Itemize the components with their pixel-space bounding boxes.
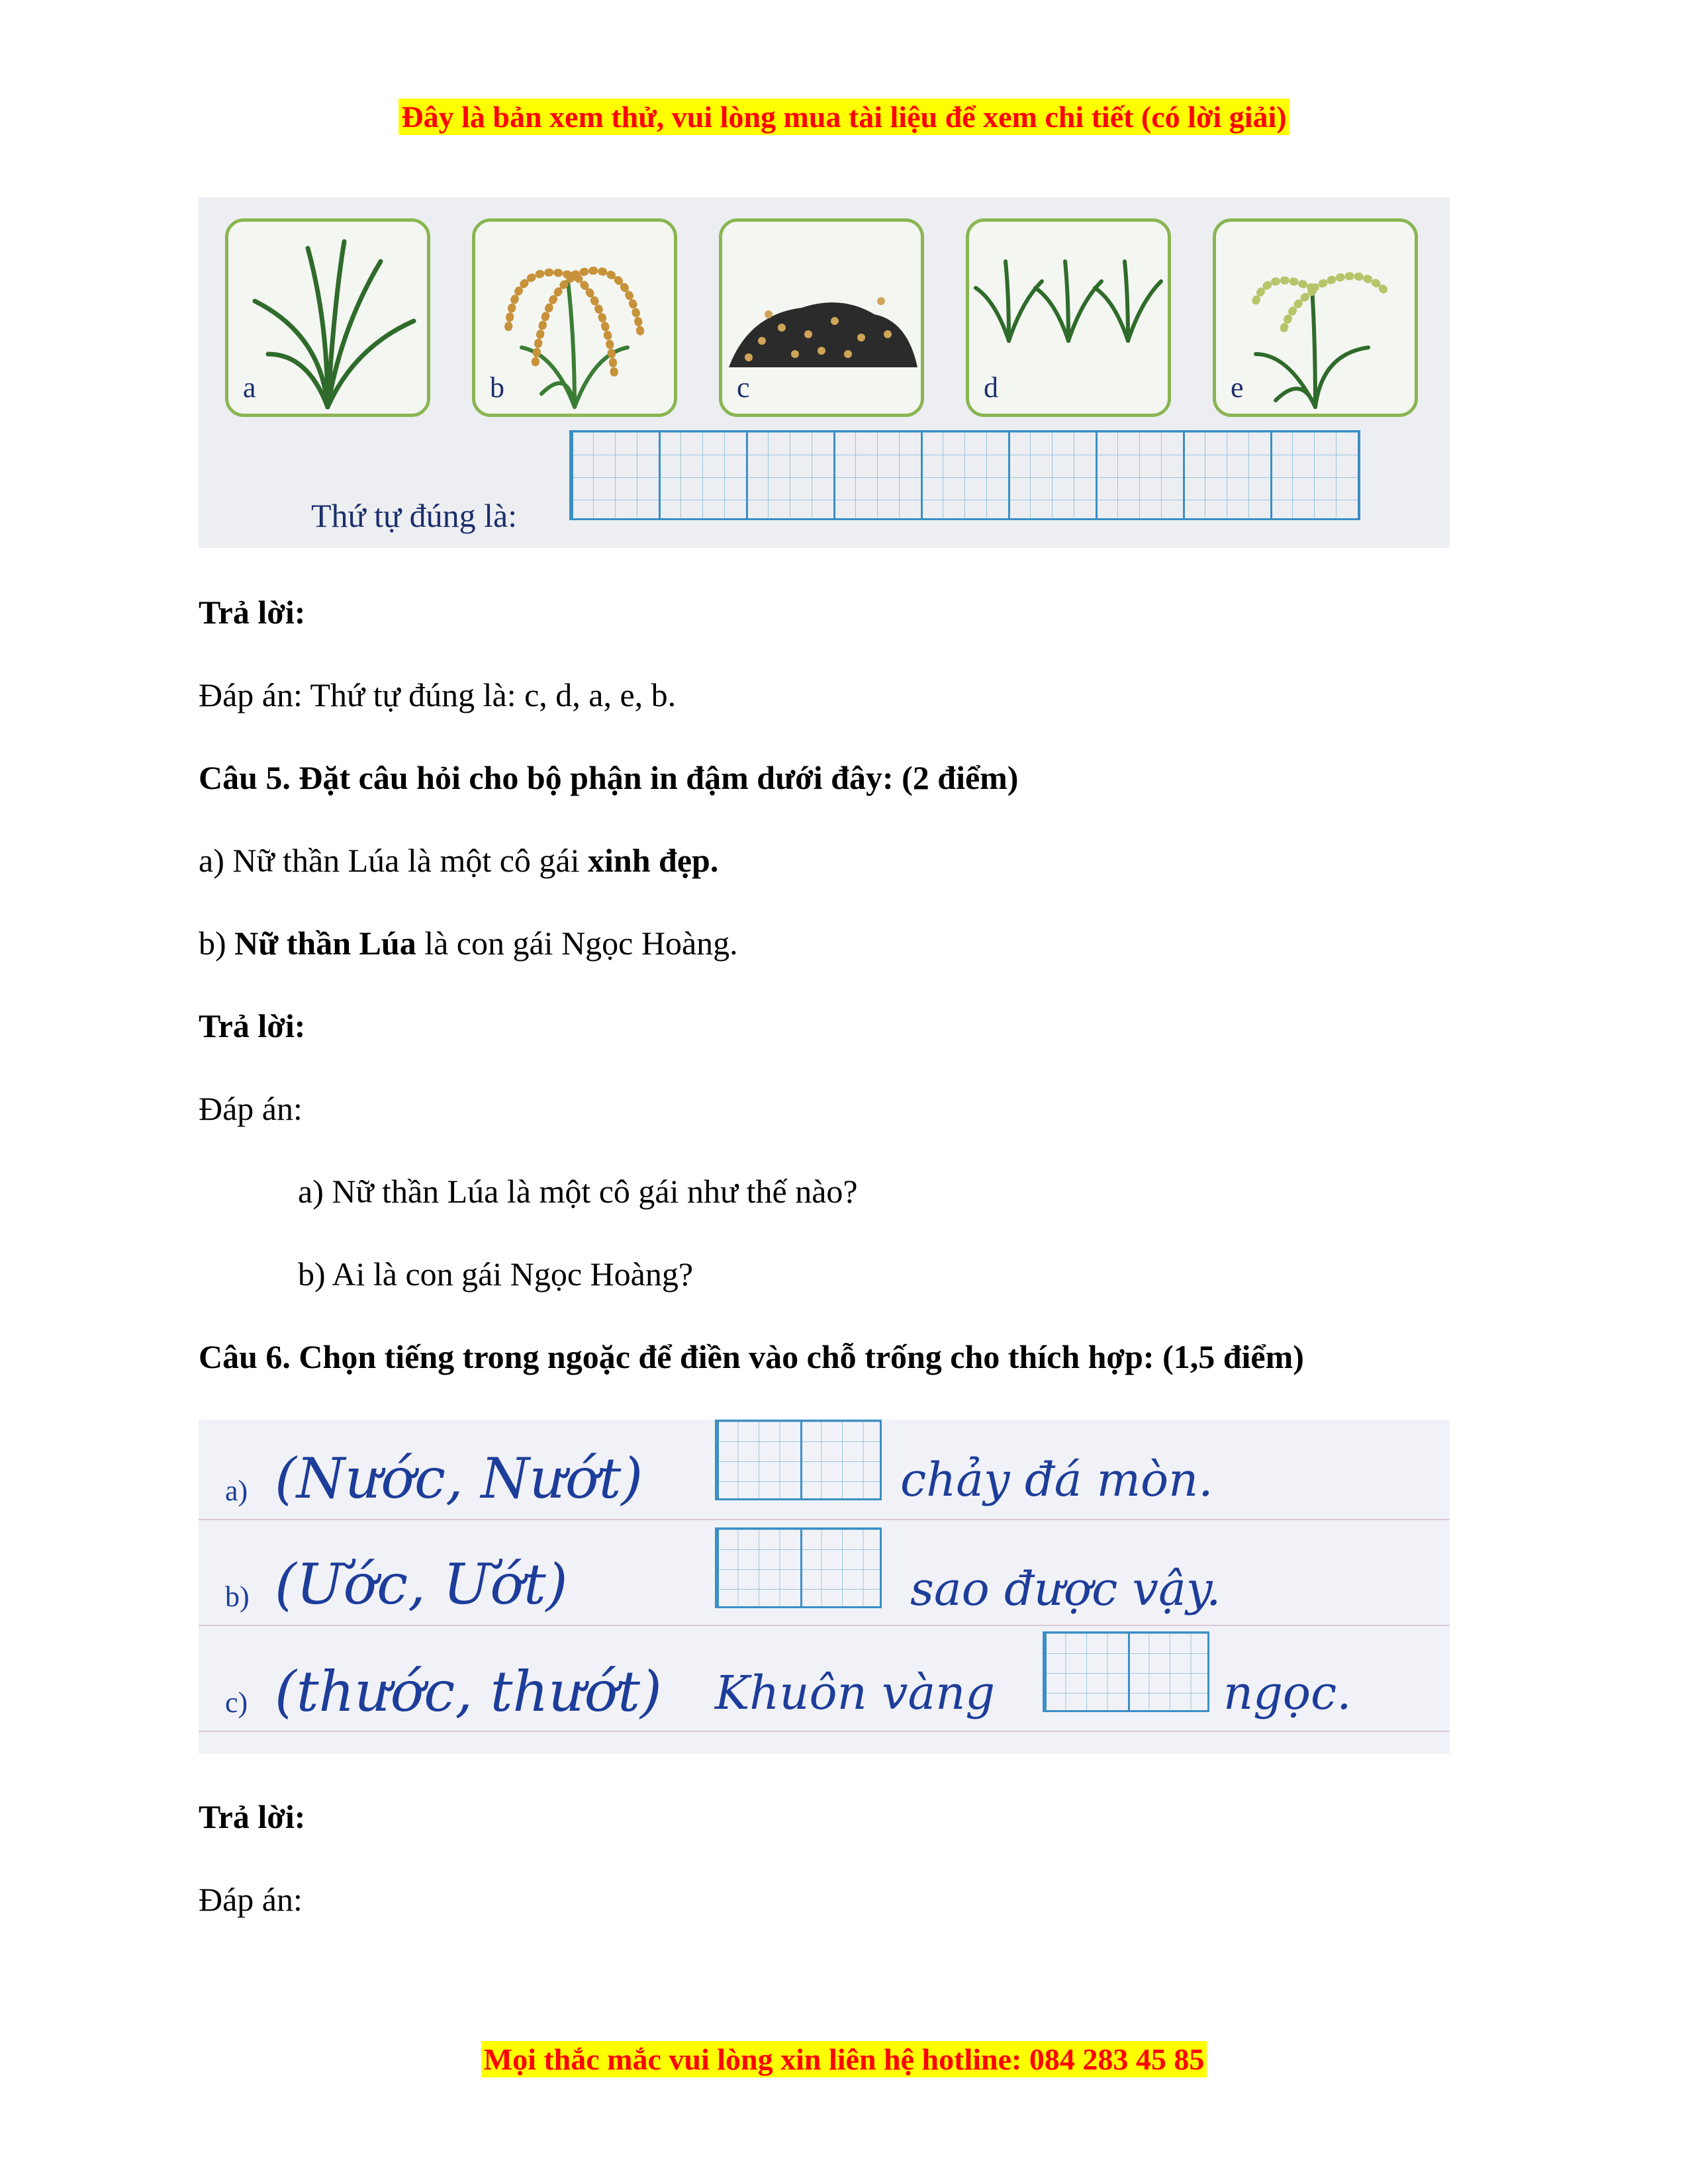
q5-answer-b: b) Ai là con gái Ngọc Hoàng? [298,1255,694,1293]
card-d-letter: d [984,371,998,404]
rice-young-plant-icon [228,222,427,414]
rice-seeds-soil-icon [722,222,921,414]
card-c [719,218,924,417]
rice-stages-figure [199,197,1450,548]
q6-exercise-figure [199,1420,1450,1754]
q5-a-bold: xinh đẹp. [588,842,719,879]
rice-seedlings-icon [969,222,1168,414]
hotline-text: Mọi thắc mắc vui lòng xin liên hệ hotline: 084 283 45 85 [481,2041,1207,2077]
q6-answer-heading: Trả lời: [199,1798,306,1835]
ruled-line [199,1519,1450,1520]
ruled-line [199,1625,1450,1626]
q5-answer-a: a) Nữ thần Lúa là một cô gái như thế nào? [298,1173,858,1210]
ruled-line [199,1731,1450,1732]
q5-b-suffix: là con gái Ngọc Hoàng. [416,925,738,962]
q5-a-text: a) Nữ thần Lúa là một cô gái [199,842,588,879]
hotline-banner [0,2042,1688,2077]
q5-b-bold: Nữ thần Lúa [234,925,416,962]
q6-row-c-after: ngọc. [1223,1666,1352,1720]
q6-answer-label: Đáp án: [199,1881,303,1918]
q6-title: Câu 6. Chọn tiếng trong ngoặc để điền vào chỗ trống cho thích hợp: (1,5 điểm) [199,1338,1304,1375]
card-d [966,218,1171,417]
q6-row-a-letter: a) [225,1475,248,1507]
answer-grid [569,430,1360,520]
q4-answer-heading: Trả lời: [199,594,306,631]
q5-answer-heading: Trả lời: [199,1007,306,1044]
rice-ripe-plant-icon [475,222,674,414]
card-e [1213,218,1418,417]
card-a-letter: a [243,371,256,404]
card-b [472,218,677,417]
q6-row-a-after: chảy đá mòn. [900,1453,1213,1507]
preview-notice-banner [0,99,1688,134]
q4-answer: Đáp án: Thứ tự đúng là: c, d, a, e, b. [199,676,677,713]
q5-item-b [199,923,738,963]
q6-row-c-choices: (thước, thướt) [275,1659,662,1724]
q6-row-b-box [715,1527,882,1608]
q6-row-a-choices: (Nước, Nướt) [275,1446,643,1511]
order-label: Thứ tự đúng là: [311,497,518,534]
card-b-letter: b [490,371,504,404]
q6-row-b-after: sao được vậy. [910,1562,1221,1616]
card-a [225,218,430,417]
card-c-letter: c [737,371,750,404]
q6-row-a-box [715,1420,882,1500]
card-e-letter: e [1231,371,1244,404]
q5-title: Câu 5. Đặt câu hỏi cho bộ phận in đậm dưới đây: (2 điểm) [199,759,1019,796]
q6-row-c-before: Khuôn vàng [715,1666,996,1720]
q5-b-prefix: b) [199,925,235,962]
q6-row-c-letter: c) [225,1686,248,1719]
q5-answer-label: Đáp án: [199,1090,303,1127]
rice-flowering-plant-icon [1216,222,1415,414]
preview-notice-text: Đây là bản xem thử, vui lòng mua tài liệu để xem chi tiết (có lời giải) [399,99,1289,135]
q6-row-c-box [1043,1631,1209,1712]
q6-row-b-choices: (Ước, Ướt) [275,1552,568,1617]
q6-row-b-letter: b) [225,1580,250,1613]
q5-item-a [199,841,718,880]
